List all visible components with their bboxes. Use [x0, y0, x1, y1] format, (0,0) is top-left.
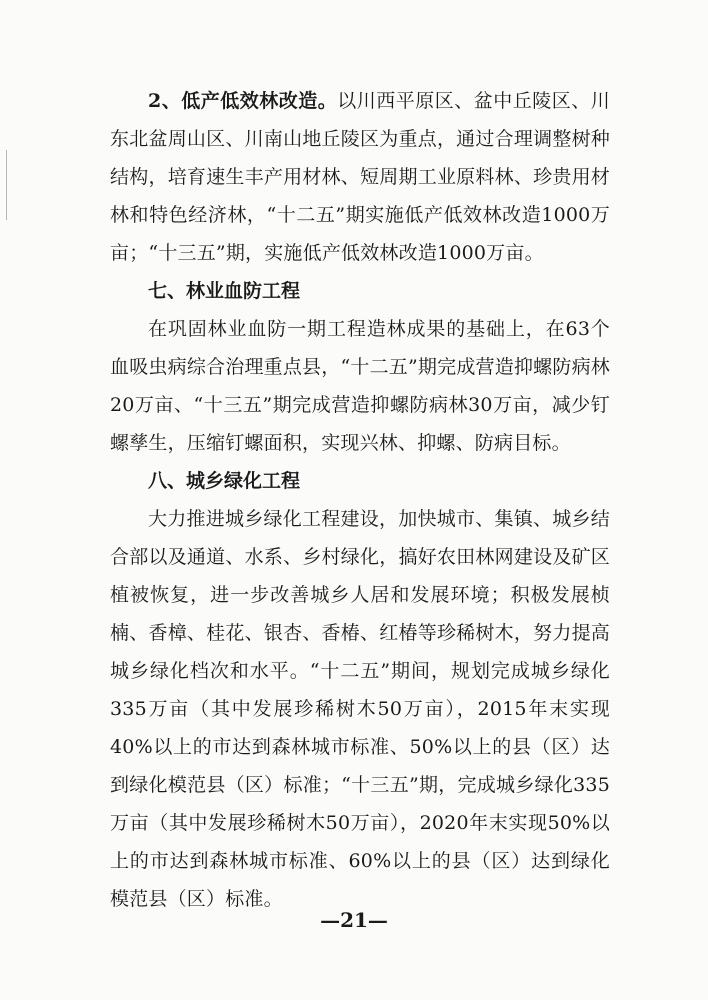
item-2-text: 以川西平原区、盆中丘陵区、川东北盆周山区、川南山地丘陵区为重点，通过合理调整树种结构，培育速生丰产用材林、短周期工业原料林、珍贵用材林和特色经济林，“十二五”期实施低产低效林改造1000万亩；“十三五”期，实施低产低效林改造1000万亩。 — [110, 90, 610, 264]
section-8-heading: 八、城乡绿化工程 — [148, 470, 301, 492]
section-8-paragraph: 大力推进城乡绿化工程建设，加快城市、集镇、城乡结合部以及通道、水系、乡村绿化，搞好农田林网建设及矿区植被恢复，进一步改善城乡人居和发展环境；积极发展桢楠、香樟、桂花、银杏、香椿、红椿等珍稀树木，努力提高城乡绿化档次和水平。“十二五”期间，规划完成城乡绿化335万亩（其中发展珍稀树木50万亩），2015年末实现40%以上的市达到森林城市标准、50%以上的县（区）达到绿化模范县（区）标准；“十三五”期，完成城乡绿化335万亩（其中发展珍稀树木50万亩），2020年末实现50%以上的市达到森林城市标准、60%以上的县（区）达到绿化模范县（区）标准。 — [110, 508, 610, 910]
section-7-paragraph: 在巩固林业血防一期工程造林成果的基础上，在63个血吸虫病综合治理重点县，“十二五”期完成营造抑螺防病林20万亩、“十三五”期完成营造抑螺防病林30万亩，减少钉螺孳生，压缩钉螺面积，实现兴林、抑螺、防病目标。 — [110, 318, 610, 454]
item-2-lead: 2、低产低效林改造。 — [148, 90, 338, 112]
document-body — [110, 82, 610, 918]
section-7-heading: 七、林业血防工程 — [148, 280, 301, 302]
paragraph-low-yield-forest — [110, 82, 610, 272]
scan-artifact-line — [6, 150, 7, 220]
page-number: —21— — [320, 908, 388, 932]
